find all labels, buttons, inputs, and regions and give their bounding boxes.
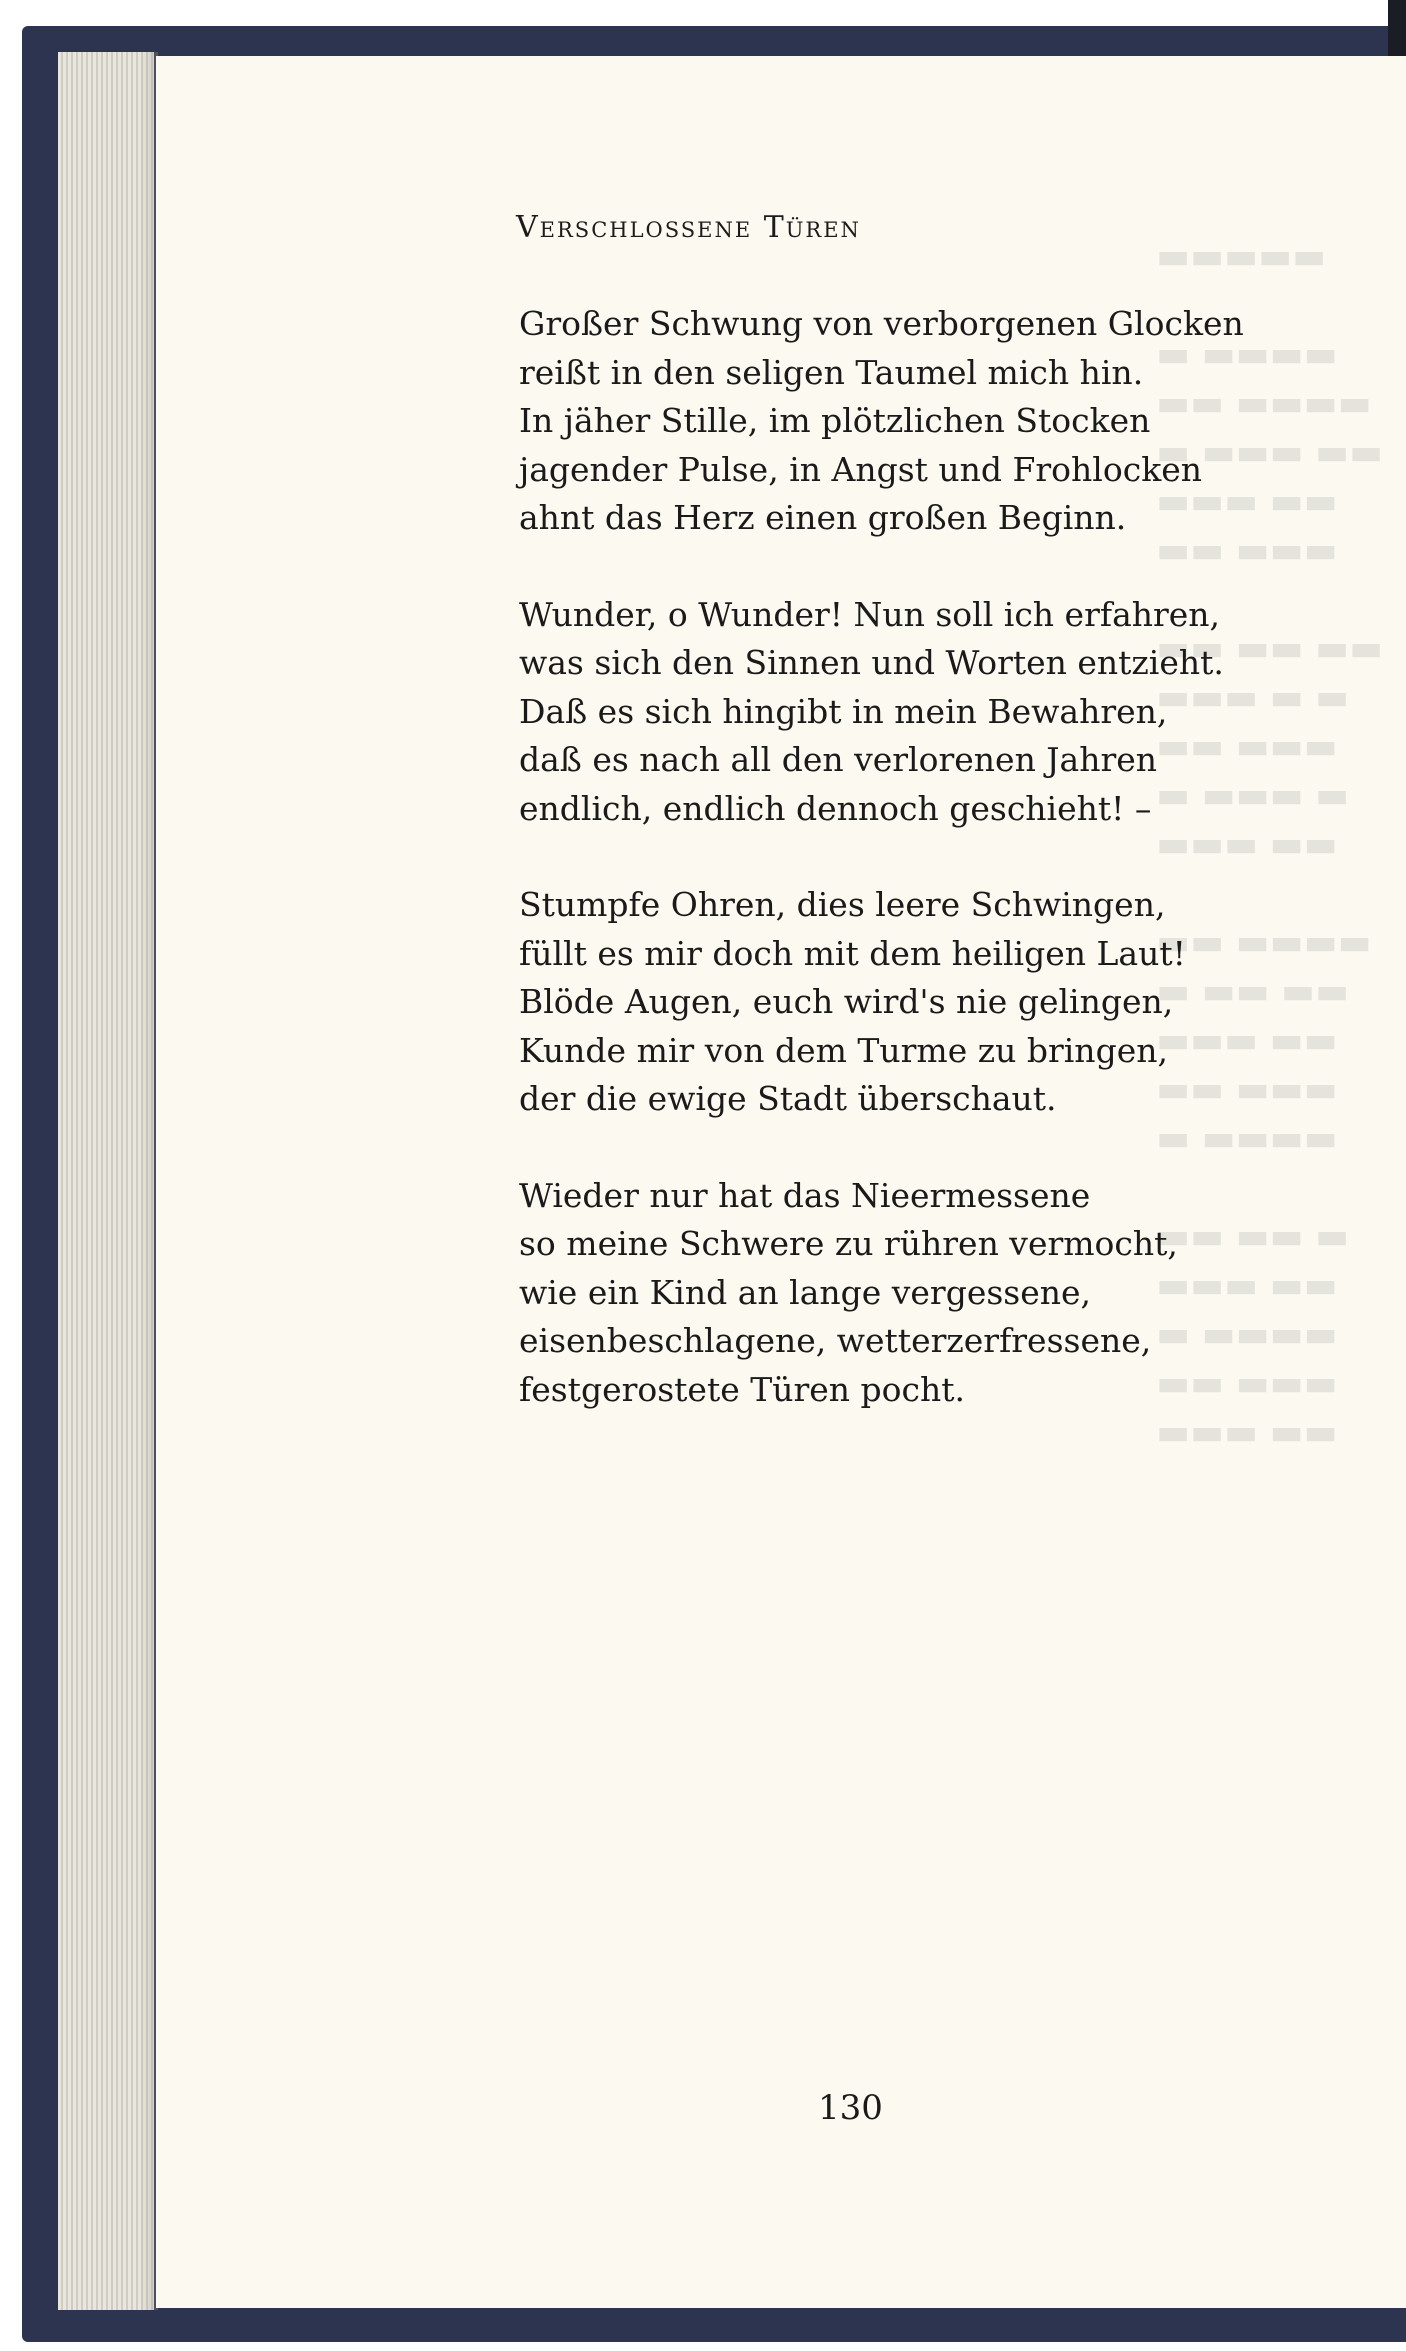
poem-line: Wunder, o Wunder! Nun soll ich erfahren, (519, 594, 1221, 634)
poem-line: jagender Pulse, in Angst und Frohlocken (519, 449, 1202, 489)
stanza-4 (519, 1172, 1259, 1415)
poem-line: Kunde mir von dem Turme zu bringen, (519, 1030, 1168, 1070)
stanza-1 (519, 300, 1259, 543)
page-number: 130 (818, 2088, 883, 2128)
poem-line: was sich den Sinnen und Worten entzieht. (519, 643, 1224, 682)
poem-line: Daß es sich hingibt in mein Bewahren, (519, 691, 1168, 731)
poem-body (519, 300, 1259, 1462)
scan-corner-shadow (1388, 0, 1406, 60)
bleed-through-text: ▬▬▬▬▬ ▬ ▬▬▬▬ ▬▬ ▬▬▬▬ ▬ ▬▬▬ ▬▬ ▬▬▬ ▬▬ ▬▬ ▬▬▬ ▬▬ ▬▬ ▬▬ ▬▬▬ ▬ ▬ ▬▬ ▬▬▬ ▬ ▬▬▬ ▬ ▬▬▬ ▬▬ ▬▬ ▬▬▬▬ ▬ ▬▬ ▬▬ ▬▬▬ ▬▬ ▬▬ ▬▬▬ ▬ ▬▬▬▬ ▬▬ ▬▬ ▬ ▬▬▬ ▬▬ ▬ ▬▬▬▬ ▬▬ ▬▬▬ ▬▬▬ ▬▬ (1156, 236, 1383, 1453)
poem-line: so meine Schwere zu rühren vermocht, (519, 1224, 1178, 1263)
poem-line: Stumpfe Ohren, dies leere Schwingen, (519, 885, 1166, 924)
poem-line: endlich, endlich dennoch geschieht! – (519, 788, 1152, 828)
poem-line: festgerostete Türen pocht. (519, 1369, 966, 1409)
poem-line: daß es nach all den verlorenen Jahren (519, 740, 1158, 779)
poem-line: der die ewige Stadt überschaut. (519, 1079, 1057, 1118)
poem-line: Wieder nur hat das Nieermessene (519, 1175, 1091, 1215)
poem-line: füllt es mir doch mit dem heiligen Laut! (519, 933, 1186, 973)
poem-line: eisenbeschlagene, wetterzerfressene, (519, 1321, 1152, 1360)
poem-line: Großer Schwung von verborgenen Glocken (519, 304, 1244, 343)
poem-line: Blöde Augen, euch wird's nie gelingen, (519, 982, 1174, 1021)
stanza-3 (519, 881, 1259, 1124)
poem-line: ahnt das Herz einen großen Beginn. (519, 498, 1127, 537)
poem-line: reißt in den seligen Taumel mich hin. (519, 352, 1144, 392)
poem-line: wie ein Kind an lange vergessene, (519, 1272, 1092, 1312)
poem-line: In jäher Stille, im plötzlichen Stocken (519, 401, 1151, 440)
stanza-2 (519, 591, 1259, 834)
poem-title: Verschlossene Türen (516, 210, 861, 245)
